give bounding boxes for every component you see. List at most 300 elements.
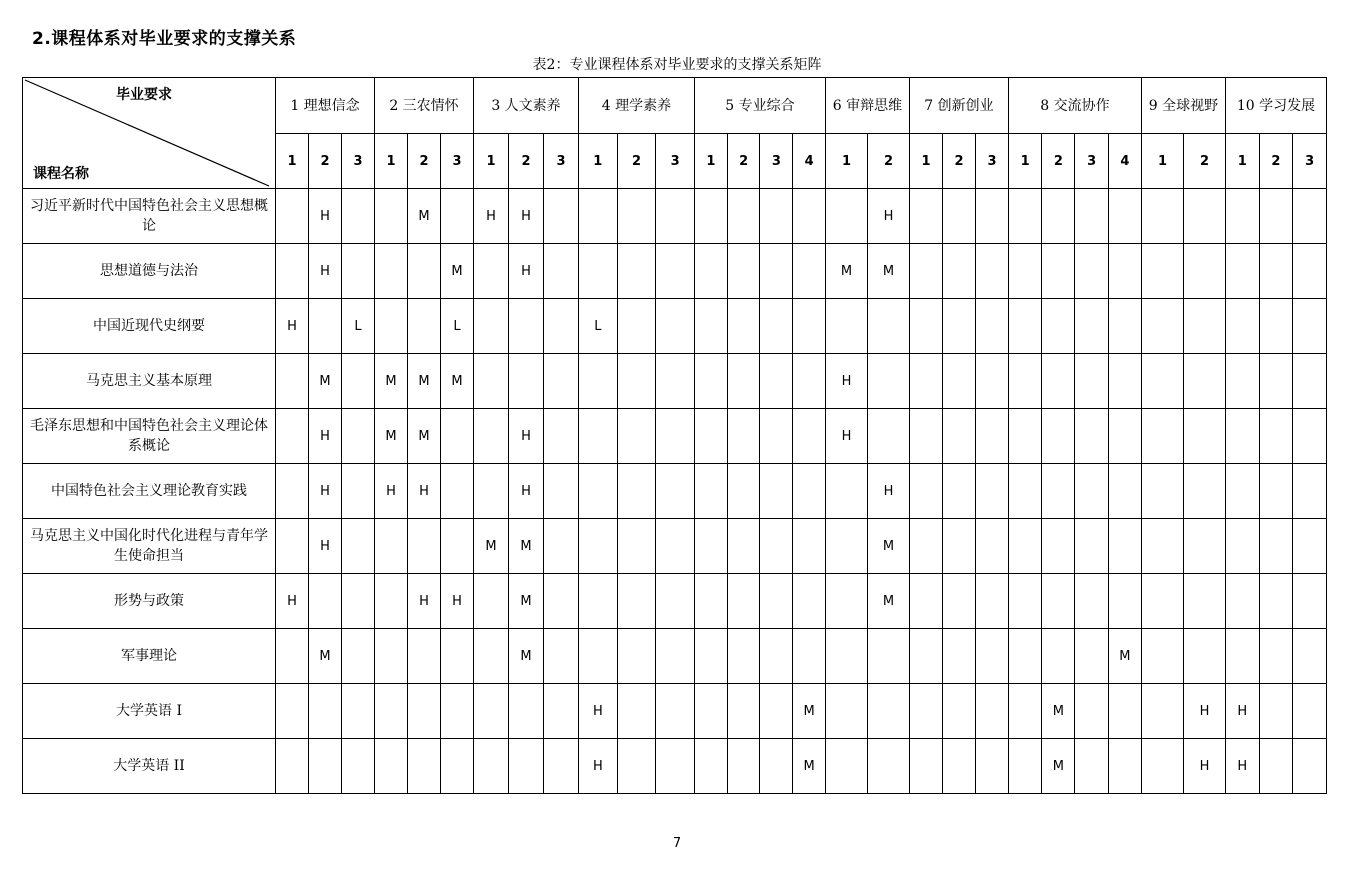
support-level-cell: [942, 464, 975, 519]
support-level-cell: [909, 354, 942, 409]
support-level-cell: [727, 409, 760, 464]
support-level-cell: M: [375, 354, 408, 409]
support-level-cell: [276, 629, 309, 684]
support-level-cell: [375, 629, 408, 684]
sub-requirement-header: 1: [909, 134, 942, 189]
support-level-cell: H: [579, 739, 618, 794]
support-level-cell: [1293, 574, 1327, 629]
support-level-cell: [975, 739, 1008, 794]
support-level-cell: [975, 464, 1008, 519]
support-level-cell: [909, 189, 942, 244]
sub-requirement-header: 1: [375, 134, 408, 189]
support-level-cell: [544, 409, 579, 464]
course-row: [23, 739, 1327, 794]
sub-requirement-header: 3: [342, 134, 375, 189]
support-level-cell: [760, 354, 793, 409]
support-level-cell: [1008, 574, 1041, 629]
support-level-cell: [1008, 629, 1041, 684]
support-level-cell: [825, 299, 867, 354]
sub-requirement-header: 1: [694, 134, 727, 189]
support-level-cell: [441, 464, 474, 519]
support-level-cell: [975, 354, 1008, 409]
sub-requirement-header: 2: [867, 134, 909, 189]
support-level-cell: [617, 519, 656, 574]
support-level-cell: [342, 519, 375, 574]
support-level-cell: [1293, 189, 1327, 244]
sub-requirement-header: 1: [579, 134, 618, 189]
support-level-cell: [1183, 519, 1225, 574]
support-level-cell: H: [867, 464, 909, 519]
course-name: 大学英语 I: [23, 684, 276, 739]
support-level-cell: [617, 189, 656, 244]
sub-requirement-header: 2: [1183, 134, 1225, 189]
support-level-cell: M: [793, 739, 826, 794]
sub-requirement-header: 1: [1141, 134, 1183, 189]
support-level-cell: [1075, 574, 1108, 629]
course-name: 马克思主义中国化时代化进程与青年学生使命担当: [23, 519, 276, 574]
sub-requirement-header: 2: [727, 134, 760, 189]
support-level-cell: [1075, 684, 1108, 739]
support-level-cell: [825, 519, 867, 574]
support-level-cell: H: [276, 574, 309, 629]
support-level-cell: H: [579, 684, 618, 739]
support-level-cell: [1259, 464, 1293, 519]
support-level-cell: [1141, 684, 1183, 739]
support-level-cell: [1042, 464, 1075, 519]
support-level-cell: M: [509, 574, 544, 629]
support-level-cell: [1293, 629, 1327, 684]
support-level-cell: [474, 739, 509, 794]
support-level-cell: [1183, 189, 1225, 244]
sub-requirement-header: 3: [1075, 134, 1108, 189]
support-level-cell: [375, 519, 408, 574]
support-level-cell: [1259, 574, 1293, 629]
support-level-cell: [1108, 519, 1141, 574]
course-name: 中国近现代史纲要: [23, 299, 276, 354]
support-level-cell: [1225, 244, 1259, 299]
support-level-cell: H: [1225, 739, 1259, 794]
support-level-cell: [909, 464, 942, 519]
support-level-cell: [694, 519, 727, 574]
support-level-cell: [760, 519, 793, 574]
support-level-cell: [727, 519, 760, 574]
support-level-cell: [408, 519, 441, 574]
support-level-cell: [1225, 629, 1259, 684]
support-level-cell: [1108, 464, 1141, 519]
support-level-cell: M: [408, 409, 441, 464]
support-level-cell: [694, 244, 727, 299]
support-level-cell: [579, 574, 618, 629]
support-level-cell: [694, 574, 727, 629]
support-level-cell: [617, 629, 656, 684]
support-level-cell: [1008, 519, 1041, 574]
support-level-cell: [694, 464, 727, 519]
support-level-cell: [544, 464, 579, 519]
requirement-group-header: 5 专业综合: [694, 78, 825, 134]
sub-requirement-header: 2: [1259, 134, 1293, 189]
support-level-cell: [1183, 299, 1225, 354]
support-level-cell: [1008, 464, 1041, 519]
support-level-cell: [617, 244, 656, 299]
support-level-cell: [544, 574, 579, 629]
support-level-cell: [617, 684, 656, 739]
support-level-cell: [1075, 299, 1108, 354]
support-level-cell: [1108, 189, 1141, 244]
support-level-cell: [544, 299, 579, 354]
support-level-cell: [727, 244, 760, 299]
support-level-cell: [509, 739, 544, 794]
support-level-cell: [1141, 629, 1183, 684]
support-level-cell: [867, 629, 909, 684]
support-level-cell: [793, 409, 826, 464]
sub-requirement-header: 1: [276, 134, 309, 189]
support-level-cell: [276, 409, 309, 464]
requirement-group-header: 6 审辩思维: [825, 78, 909, 134]
support-level-cell: [441, 684, 474, 739]
course-row: [23, 409, 1327, 464]
support-level-cell: [1108, 739, 1141, 794]
support-level-cell: [375, 299, 408, 354]
support-level-cell: [727, 684, 760, 739]
support-level-cell: [579, 409, 618, 464]
support-level-cell: [1183, 464, 1225, 519]
course-row: [23, 354, 1327, 409]
support-level-cell: [656, 574, 695, 629]
course-name: 形势与政策: [23, 574, 276, 629]
support-level-cell: [1141, 409, 1183, 464]
support-level-cell: [942, 684, 975, 739]
support-level-cell: [1225, 519, 1259, 574]
support-level-cell: [867, 409, 909, 464]
course-name: 习近平新时代中国特色社会主义思想概论: [23, 189, 276, 244]
support-level-cell: [509, 299, 544, 354]
support-level-cell: [1108, 409, 1141, 464]
support-level-cell: [1259, 684, 1293, 739]
support-level-cell: M: [408, 354, 441, 409]
support-level-cell: [975, 629, 1008, 684]
course-row: [23, 189, 1327, 244]
support-level-cell: [975, 299, 1008, 354]
requirement-group-header: 4 理学素养: [579, 78, 695, 134]
support-level-cell: [1108, 354, 1141, 409]
support-level-cell: M: [1042, 739, 1075, 794]
course-name: 马克思主义基本原理: [23, 354, 276, 409]
course-row: [23, 244, 1327, 299]
support-level-cell: [760, 299, 793, 354]
support-level-cell: H: [309, 244, 342, 299]
support-level-cell: [276, 684, 309, 739]
support-level-cell: H: [509, 409, 544, 464]
support-level-cell: M: [867, 519, 909, 574]
support-level-cell: [1225, 409, 1259, 464]
support-level-cell: H: [309, 464, 342, 519]
support-level-cell: [825, 739, 867, 794]
sub-requirement-header: 2: [1042, 134, 1075, 189]
support-level-cell: [1042, 354, 1075, 409]
support-level-cell: H: [1225, 684, 1259, 739]
support-level-cell: [825, 684, 867, 739]
support-level-cell: M: [309, 354, 342, 409]
support-level-cell: [1141, 189, 1183, 244]
sub-requirement-header: 3: [544, 134, 579, 189]
support-level-cell: [1108, 574, 1141, 629]
support-level-cell: H: [276, 299, 309, 354]
support-level-cell: [825, 629, 867, 684]
support-level-cell: [544, 519, 579, 574]
support-level-cell: [656, 629, 695, 684]
support-level-cell: [276, 189, 309, 244]
support-level-cell: [375, 684, 408, 739]
support-level-cell: [1141, 244, 1183, 299]
support-level-cell: [1075, 244, 1108, 299]
support-level-cell: [375, 244, 408, 299]
support-level-cell: [342, 354, 375, 409]
support-level-cell: [909, 244, 942, 299]
sub-requirement-header: 4: [1108, 134, 1141, 189]
support-level-cell: [867, 684, 909, 739]
support-level-cell: H: [309, 519, 342, 574]
support-level-cell: M: [509, 629, 544, 684]
support-level-cell: [793, 244, 826, 299]
support-level-cell: [342, 684, 375, 739]
corner-bottom-label: 课程名称: [33, 166, 89, 182]
support-level-cell: [579, 244, 618, 299]
support-level-cell: [579, 464, 618, 519]
support-level-cell: [793, 519, 826, 574]
support-level-cell: M: [441, 244, 474, 299]
support-level-cell: [474, 574, 509, 629]
sub-requirement-header: 2: [309, 134, 342, 189]
support-level-cell: [617, 739, 656, 794]
support-level-cell: [942, 354, 975, 409]
support-level-cell: [1042, 299, 1075, 354]
sub-requirement-header: 1: [825, 134, 867, 189]
support-level-cell: [309, 574, 342, 629]
support-level-cell: [942, 574, 975, 629]
support-level-cell: [474, 464, 509, 519]
support-level-cell: [1183, 629, 1225, 684]
support-level-cell: [727, 189, 760, 244]
support-level-cell: [509, 354, 544, 409]
support-level-cell: [760, 464, 793, 519]
support-level-cell: [617, 409, 656, 464]
support-level-cell: [1259, 244, 1293, 299]
support-level-cell: [793, 574, 826, 629]
support-level-cell: [408, 629, 441, 684]
support-level-cell: M: [867, 244, 909, 299]
table-caption: 表2：专业课程体系对毕业要求的支撑关系矩阵: [532, 57, 822, 73]
support-level-cell: [727, 574, 760, 629]
sub-requirement-header: 2: [509, 134, 544, 189]
support-level-cell: [975, 189, 1008, 244]
support-level-cell: [656, 189, 695, 244]
support-level-cell: [909, 519, 942, 574]
support-level-cell: [617, 299, 656, 354]
support-level-cell: H: [1183, 684, 1225, 739]
support-level-cell: [1141, 739, 1183, 794]
support-level-cell: [1008, 244, 1041, 299]
support-level-cell: [1183, 409, 1225, 464]
support-level-cell: [909, 574, 942, 629]
support-level-cell: [1075, 354, 1108, 409]
support-level-cell: [342, 244, 375, 299]
support-level-cell: H: [474, 189, 509, 244]
support-level-cell: [544, 629, 579, 684]
support-level-cell: [441, 189, 474, 244]
course-row: [23, 299, 1327, 354]
sub-requirement-header: 3: [975, 134, 1008, 189]
support-level-cell: [342, 409, 375, 464]
support-level-cell: [1075, 519, 1108, 574]
support-level-cell: [1042, 519, 1075, 574]
support-level-cell: [441, 739, 474, 794]
support-level-cell: [474, 354, 509, 409]
support-level-cell: H: [408, 464, 441, 519]
sub-requirement-header: 2: [408, 134, 441, 189]
support-level-cell: [276, 354, 309, 409]
support-level-cell: [579, 354, 618, 409]
support-level-cell: M: [441, 354, 474, 409]
support-level-cell: H: [309, 189, 342, 244]
support-level-cell: [617, 574, 656, 629]
support-matrix-table: [22, 77, 1327, 794]
support-level-cell: L: [342, 299, 375, 354]
support-level-cell: [617, 464, 656, 519]
support-level-cell: [942, 299, 975, 354]
support-level-cell: [942, 409, 975, 464]
support-level-cell: [474, 629, 509, 684]
support-level-cell: [441, 629, 474, 684]
support-level-cell: [1042, 629, 1075, 684]
support-level-cell: [276, 464, 309, 519]
requirement-group-header: 10 学习发展: [1225, 78, 1326, 134]
support-level-cell: [544, 189, 579, 244]
support-level-cell: L: [441, 299, 474, 354]
support-level-cell: [579, 629, 618, 684]
support-level-cell: [694, 299, 727, 354]
support-level-cell: [1075, 629, 1108, 684]
support-level-cell: [474, 299, 509, 354]
support-level-cell: [793, 299, 826, 354]
course-name: 思想道德与法治: [23, 244, 276, 299]
requirement-group-header: 7 创新创业: [909, 78, 1008, 134]
support-level-cell: [1042, 574, 1075, 629]
course-row: [23, 684, 1327, 739]
support-level-cell: M: [309, 629, 342, 684]
support-level-cell: [408, 244, 441, 299]
support-level-cell: [1183, 574, 1225, 629]
support-level-cell: [727, 629, 760, 684]
support-level-cell: [942, 629, 975, 684]
support-level-cell: [544, 354, 579, 409]
support-level-cell: [509, 684, 544, 739]
support-level-cell: [1108, 244, 1141, 299]
requirement-group-header: 9 全球视野: [1141, 78, 1225, 134]
support-level-cell: [760, 629, 793, 684]
support-level-cell: [1008, 299, 1041, 354]
support-level-cell: [1225, 464, 1259, 519]
support-level-cell: M: [509, 519, 544, 574]
course-name: 中国特色社会主义理论教育实践: [23, 464, 276, 519]
course-row: [23, 519, 1327, 574]
support-level-cell: [544, 244, 579, 299]
support-level-cell: [694, 684, 727, 739]
support-level-cell: [1225, 574, 1259, 629]
support-level-cell: [474, 409, 509, 464]
support-level-cell: [375, 739, 408, 794]
support-level-cell: M: [793, 684, 826, 739]
support-level-cell: [579, 519, 618, 574]
support-level-cell: [694, 409, 727, 464]
support-level-cell: [1225, 189, 1259, 244]
support-level-cell: [342, 739, 375, 794]
support-level-cell: [1293, 684, 1327, 739]
support-level-cell: [867, 299, 909, 354]
support-level-cell: [656, 354, 695, 409]
support-level-cell: [656, 409, 695, 464]
support-level-cell: [942, 519, 975, 574]
support-level-cell: [309, 684, 342, 739]
sub-requirement-header: 3: [1293, 134, 1327, 189]
support-level-cell: [909, 629, 942, 684]
support-level-cell: M: [1042, 684, 1075, 739]
support-level-cell: [1075, 409, 1108, 464]
sub-requirement-header: 2: [942, 134, 975, 189]
support-level-cell: [867, 354, 909, 409]
support-level-cell: M: [474, 519, 509, 574]
support-level-cell: [825, 464, 867, 519]
support-level-cell: [617, 354, 656, 409]
sub-requirement-header: 3: [441, 134, 474, 189]
support-level-cell: H: [1183, 739, 1225, 794]
support-level-cell: [474, 684, 509, 739]
support-level-cell: [375, 574, 408, 629]
support-level-cell: H: [309, 409, 342, 464]
sub-requirement-header: 1: [474, 134, 509, 189]
support-level-cell: [760, 189, 793, 244]
support-level-cell: [474, 244, 509, 299]
support-level-cell: [544, 739, 579, 794]
support-level-cell: [1225, 354, 1259, 409]
support-level-cell: [825, 189, 867, 244]
support-level-cell: [1293, 244, 1327, 299]
support-level-cell: [1293, 519, 1327, 574]
support-level-cell: [909, 684, 942, 739]
support-level-cell: M: [825, 244, 867, 299]
support-level-cell: [656, 684, 695, 739]
support-level-cell: [1259, 629, 1293, 684]
support-level-cell: [694, 739, 727, 794]
support-level-cell: [342, 629, 375, 684]
support-level-cell: [544, 684, 579, 739]
section-heading: 2.课程体系对毕业要求的支撑关系: [32, 29, 297, 49]
support-level-cell: [1259, 519, 1293, 574]
requirement-group-header: 2 三农情怀: [375, 78, 474, 134]
support-level-cell: H: [375, 464, 408, 519]
support-level-cell: [1293, 464, 1327, 519]
support-level-cell: [727, 739, 760, 794]
support-level-cell: [408, 739, 441, 794]
sub-requirement-header: 4: [793, 134, 826, 189]
support-level-cell: [942, 739, 975, 794]
support-level-cell: [760, 684, 793, 739]
support-level-cell: [1141, 299, 1183, 354]
support-level-cell: [909, 299, 942, 354]
support-level-cell: [760, 244, 793, 299]
requirement-group-header: 3 人文素养: [474, 78, 579, 134]
support-level-cell: [1141, 574, 1183, 629]
support-level-cell: L: [579, 299, 618, 354]
